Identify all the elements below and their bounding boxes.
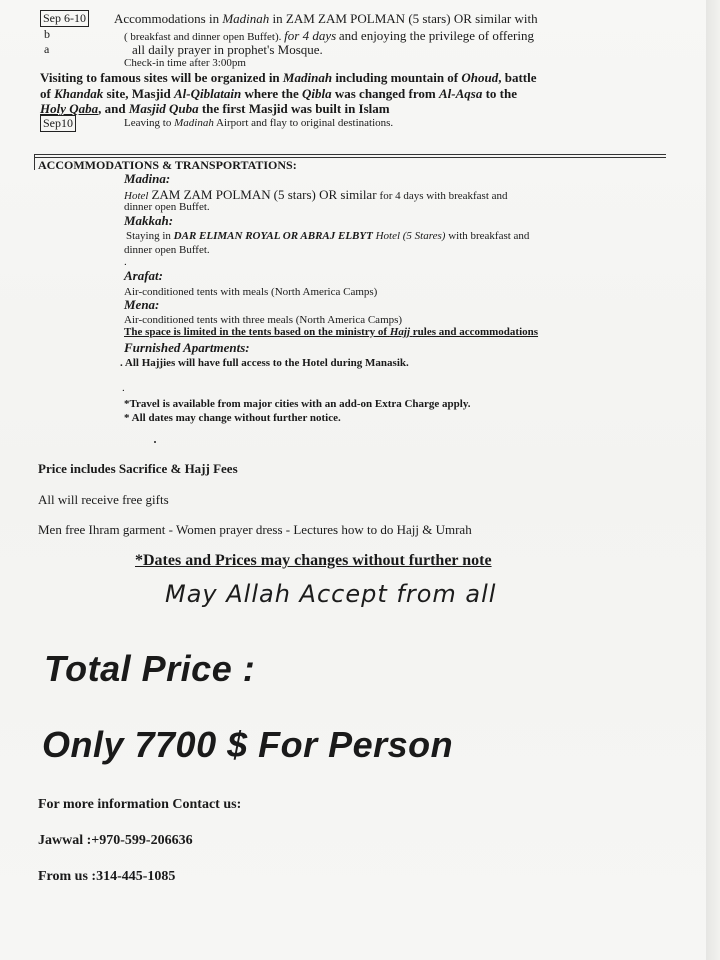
arafat-text: Air-conditioned tents with meals (North America Camps) — [124, 286, 378, 298]
mena-label: Mena: — [124, 297, 160, 312]
tent-space-notice: The space is limited in the tents based on the ministry of Hajj rules and accommodations — [124, 326, 539, 338]
visit-line-2: of Khandak site, Masjid Al-Qiblatain where the Qibla was changed from Al-Aqsa to the — [40, 86, 517, 101]
accommodations-heading: ACCOMMODATIONS & TRANSPORTATIONS: — [38, 158, 297, 172]
price-includes: Price includes Sacrifice & Hajj Fees — [38, 461, 238, 476]
schedule-line-1: Accommodations in Madinah in ZAM ZAM POLMAN (5 stars) OR similar with — [114, 11, 538, 26]
paper-speck — [154, 441, 156, 443]
date-sep-10: Sep10 — [40, 115, 76, 132]
contact-from-us: From us :314-445-1085 — [38, 869, 176, 884]
handwritten-blessing: May Allah Accept from all — [165, 580, 497, 608]
margin-mark-b: b — [44, 27, 50, 41]
dates-prices-note: *Dates and Prices may changes without further note — [135, 552, 492, 569]
free-gifts: All will receive free gifts — [38, 492, 169, 507]
makkah-label: Makkah: — [124, 213, 174, 228]
contact-heading: For more information Contact us: — [38, 797, 242, 812]
visit-line-1: Visiting to famous sites will be organized in Madinah including mountain of Ohoud, battle — [40, 70, 537, 85]
schedule-line-2: ( breakfast and dinner open Buffet). for 4 days and enjoying the privilege of offering — [124, 28, 534, 43]
makkah-buffet-line: dinner open Buffet. — [124, 244, 210, 256]
paper-edge — [706, 0, 720, 960]
total-price-value: Only 7700 $ For Person — [42, 724, 454, 765]
departure-line: Leaving to Madinah Airport and flay to original destinations. — [124, 117, 394, 129]
section-divider-edge — [34, 154, 35, 170]
madina-buffet-line: dinner open Buffet. — [124, 201, 210, 213]
section-divider-top — [34, 154, 666, 155]
makkah-hotel-line: Staying in DAR ELIMAN ROYAL OR ABRAJ ELBYT Hotel (5 Stares) with breakfast and — [126, 230, 530, 242]
visit-line-3: Holy Qaba, and Masjid Quba the first Masjid was built in Islam — [40, 101, 390, 116]
stray-dot-2: . — [122, 382, 125, 394]
mena-text: Air-conditioned tents with three meals (North America Camps) — [124, 314, 403, 326]
arafat-label: Arafat: — [124, 268, 163, 283]
dates-change-note: * All dates may change without further notice. — [124, 412, 341, 424]
date-sep-6-10: Sep 6-10 — [40, 10, 89, 27]
garments-lectures: Men free Ihram garment - Women prayer dress - Lectures how to do Hajj & Umrah — [38, 522, 472, 537]
checkin-time: Check-in time after 3:00pm — [124, 57, 246, 69]
furnished-label: Furnished Apartments: — [124, 340, 250, 355]
margin-mark-a: a — [44, 42, 50, 56]
travel-note: *Travel is available from major cities with an add-on Extra Charge apply. — [124, 398, 471, 410]
contact-jawwal: Jawwal :+970-599-206636 — [38, 833, 193, 848]
stray-dot-1: . — [124, 256, 127, 268]
furnished-text: . All Hajjies will have full access to the Hotel during Manasik. — [120, 357, 409, 369]
total-price-label: Total Price : — [44, 648, 256, 689]
madina-hotel-line: Hotel ZAM ZAM POLMAN (5 stars) OR similar for 4 days with breakfast and — [124, 187, 508, 202]
madina-label: Madina: — [124, 171, 171, 186]
schedule-line-3: all daily prayer in prophet's Mosque. — [132, 42, 323, 57]
